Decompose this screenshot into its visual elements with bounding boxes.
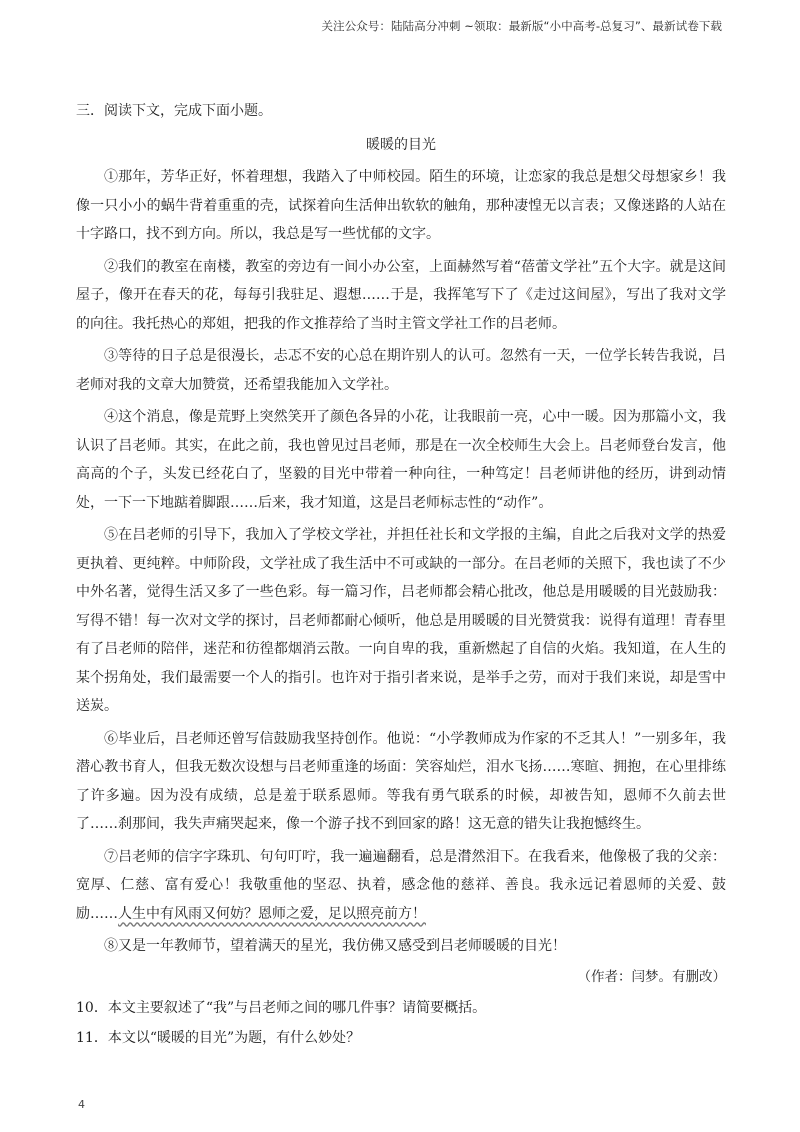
wavy-underlined-sentence: 人生中有风雨又何妨？恩师之爱，足以照亮前方！ xyxy=(118,905,426,922)
paragraph-8: ⑧又是一年教师节，望着满天的星光，我仿佛又感受到吕老师暖暖的目光！ xyxy=(104,938,566,954)
document-body xyxy=(76,100,726,1053)
paragraph-4: ④这个消息，像是荒野上突然笑开了颜色各异的小花，让我眼前一亮，心中一暖。因为那篇小文，我认识了吕老师。其实，在此之前，我也曾见过吕老师，那是在一次全校师生大会上。吕老师登台发言，他高高的个子，头发已经花白了，坚毅的目光中带着一种向往，一种笃定！吕老师讲他的经历，讲到动情处，一下一下地踮着脚跟……后来，我才知道，这是吕老师标志性的“动作”。 xyxy=(76,409,726,511)
paragraph-6: ⑥毕业后，吕老师还曾写信鼓励我坚持创作。他说：“小学教师成为作家的不乏其人！”一别多年，我潜心教书育人，但我无数次设想与吕老师重逢的场面：笑容灿烂，泪水飞扬……寒暄、拥抱，在心里排练了许多遍。因为没有成绩，总是羞于联系恩师。等我有勇气联系的时候，却被告知，恩师不久前去世了……刹那间，我失声痛哭起来，像一个游子找不到回家的路！这无意的错失让我抱憾终生。 xyxy=(76,730,726,832)
paragraph-2: ②我们的教室在南楼，教室的旁边有一间小办公室，上面赫然写着“蓓蕾文学社”五个大字。就是这间屋子，像开在春天的花，每每引我驻足、遐想……于是，我挥笔写下了《走过这间屋》，写出了我对文学的向往。我托热心的郑姐，把我的作文推荐给了当时主管文学社工作的吕老师。 xyxy=(76,258,726,332)
article-title: 暖暖的目光 xyxy=(366,137,436,153)
question-11: 11．本文以“暖暖的目光”为题，有什么妙处？ xyxy=(76,1029,361,1046)
paragraph-7 xyxy=(76,843,726,929)
page-number: 4 xyxy=(78,1098,85,1111)
question-10: 10．本文主要叙述了“我”与吕老师之间的哪几件事？请简要概括。 xyxy=(76,999,487,1016)
page-header: 关注公众号：陆陆高分冲刺 ~领取：最新版“小中高考-总复习”、最新试卷下载 xyxy=(321,19,722,33)
paragraph-7-text: ⑦吕老师的信字字珠玑、句句叮咛，我一遍遍翻看，总是潸然泪下。在我看来，他像极了我的父亲：宽厚、仁慈、富有爱心！我敬重他的坚忍、执着，感念他的慈祥、善良。我永远记着恩师的关爱、鼓励…… xyxy=(76,848,726,922)
author-credit: （作者：闫梦。有删改） xyxy=(577,968,726,985)
paragraph-5: ⑤在吕老师的引导下，我加入了学校文学社，并担任社长和文学报的主编，自此之后我对文学的热爱更执着、更纯粹。中师阶段，文学社成了我生活中不可或缺的一部分。在吕老师的关照下，我也读了不少中外名著，觉得生活又多了一些色彩。每一篇习作，吕老师都会精心批改，他总是用暖暖的目光鼓励我：写得不错！每一次对文学的探讨，吕老师都耐心倾听，他总是用暖暖的目光赞赏我：说得有道理！青春里有了吕老师的陪伴，迷茫和彷徨都烟消云散。一向自卑的我，重新燃起了自信的火焰。我知道，在人生的某个拐角处，我们最需要一个人的指引。也许对于指引者来说，是举手之劳，而对于我们来说，却是雪中送炭。 xyxy=(76,527,726,714)
paragraph-3: ③等待的日子总是很漫长，忐忑不安的心总在期许别人的认可。忽然有一天，一位学长转告我说，吕老师对我的文章大加赞赏，还希望我能加入文学社。 xyxy=(76,348,726,393)
paragraph-1: ①那年，芳华正好，怀着理想，我踏入了中师校园。陌生的环境，让恋家的我总是想父母想家乡！我像一只小小的蜗牛背着重重的壳，试探着向生活伸出软软的触角，那种凄惶无以言表；又像迷路的人站在十字路口，找不到方向。所以，我总是写一些忧郁的文字。 xyxy=(76,169,726,242)
section-title: 三．阅读下文，完成下面小题。 xyxy=(76,103,272,119)
